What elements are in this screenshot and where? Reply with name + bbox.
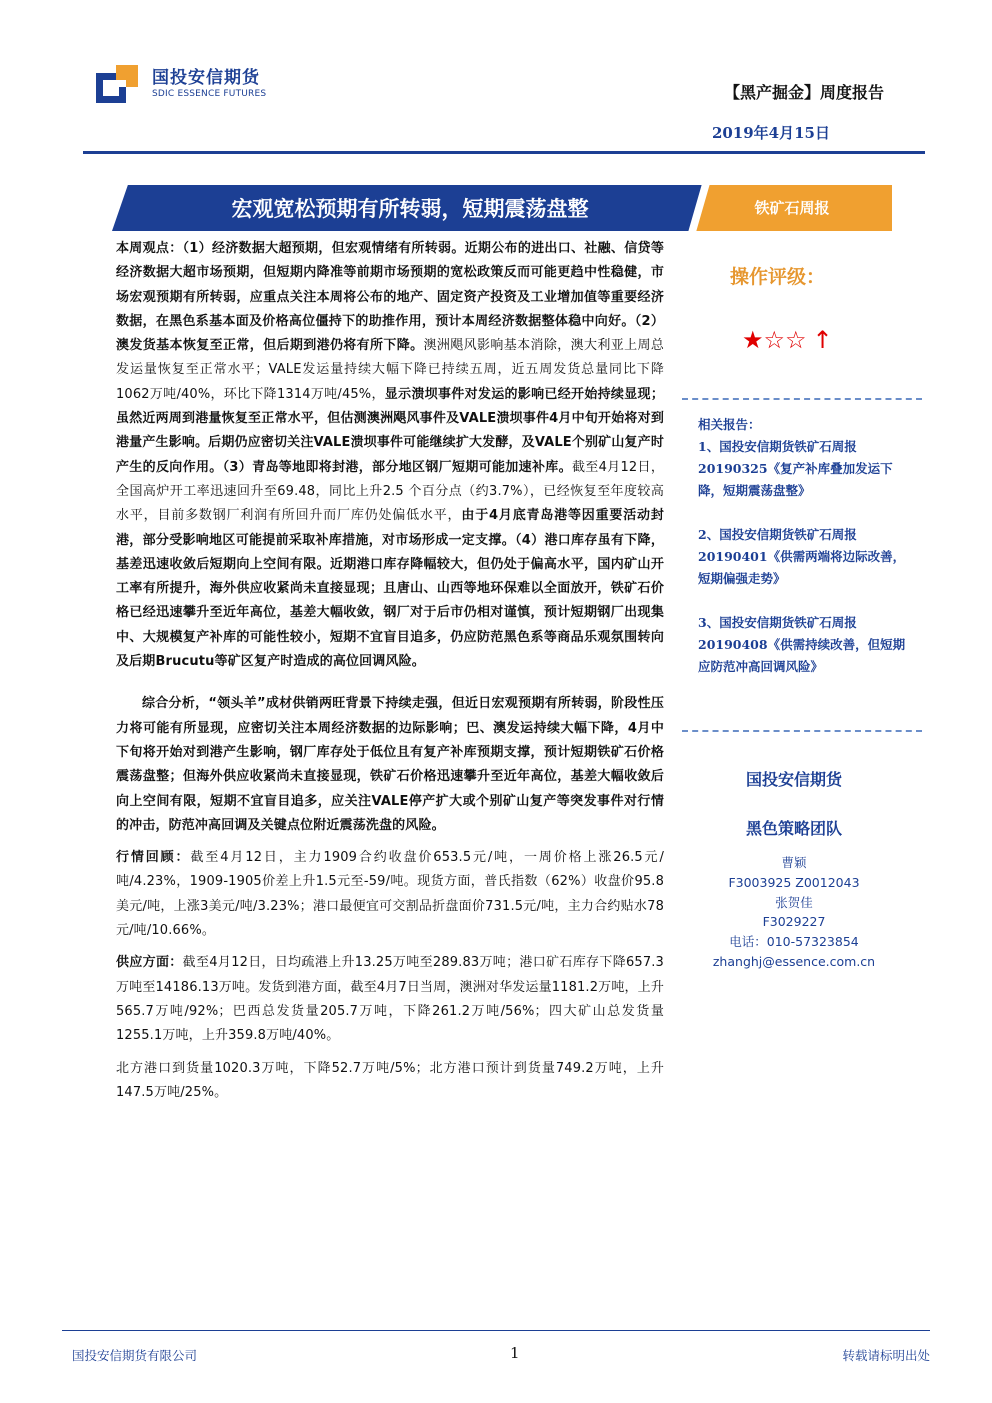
rating-label: 操作评级： <box>730 266 826 288</box>
weekly-view-text-2: 澳洲飓风影响基本消除，澳大利亚上周总发运量恢复至正常水平；VALE发运量持续大幅下降已持续五周，近五周发货总量同比下降1062万吨/40%，环比下降1314万吨/45%， <box>116 338 665 402</box>
weekly-view-text-4: 截至4月12日，全国高炉开工率迅速回升至69.48，同比上升2.5 个百分点（约3.7%），已经恢复至年度较高水平，目前多数钢厂利润有所回升而厂库仍处偏低水平， <box>116 459 665 524</box>
footer-company: 国投安信期货有限公司 <box>72 1348 198 1363</box>
analyst-license: F3029227 <box>762 914 826 930</box>
logo-english-name: SDIC ESSENCE FUTURES <box>152 89 267 99</box>
contact-email[interactable]: zhanghj@essence.com.cn <box>712 953 876 969</box>
weekly-view-lead: 本周观点： <box>116 241 183 256</box>
contact-phone: 电话：010-57323854 <box>729 934 859 950</box>
related-reports <box>698 414 914 700</box>
supply-paragraph <box>116 951 664 1048</box>
footer-divider <box>62 1330 930 1331</box>
analyst-name: 张贺佳 <box>775 894 813 910</box>
summary-paragraph <box>116 692 664 838</box>
weekly-view-text-3: 显示溃坝事件对发运的影响已经开始持续显现；虽然近两周到港量恢复至正常水平，但估测澳洲飓风事件及VALE溃坝事件4月中旬开始将对到港量产生影响。后期仍应密切关注VALE溃坝事件可能继续扩大发酵，及VALE个别矿山复产时产生的反向作用。（3）青岛等地即将封港，部分地区钢厂短期可能加速补库。 <box>116 386 664 475</box>
market-review-lead: 行情回顾： <box>116 850 191 866</box>
market-review-paragraph <box>116 846 664 943</box>
star-empty-icon: ☆ <box>785 326 807 354</box>
analyst-license: F3003925 Z0012043 <box>728 874 860 890</box>
team-name: 黑色策略团队 <box>745 819 842 838</box>
main-content <box>116 237 664 1105</box>
logo-icon <box>96 63 140 103</box>
related-report-item[interactable]: 3、国投安信期货铁矿石周报20190408《供需持续改善，但短期应防范冲高回调风险》 <box>698 615 906 674</box>
report-title: 宏观宽松预期有所转弱，短期震荡盘整 <box>231 197 589 221</box>
report-date: 2019年4月15日 <box>711 124 830 142</box>
summary-text: 综合分析，“领头羊”成材供销两旺背景下持续走强，但近日宏观预期有所转弱，阶段性压力将可能有所显现，应密切关注本周经济数据的边际影响；巴、澳发运持续大幅下降，4月中下旬将开始对到港产生影响，钢厂库存处于低位且有复产补库预期支撑，预计短期铁矿石价格震荡盘整；但海外供应收紧尚未直接显现，铁矿石价格迅速攀升至近年高位，基差大幅收敛后向上空间有限，短期不宜盲目追多，应关注VALE停产扩大或个别矿山复产等突发事件对行情的冲击，防范冲高回调及关键点位附近震荡洗盘的风险。 <box>116 696 664 833</box>
northern-ports-paragraph: 北方港口到货量1020.3万吨，下降52.7万吨/5%；北方港口预计到货量749.2万吨，上升147.5万吨/25%。 <box>116 1060 664 1100</box>
star-empty-icon: ☆ <box>763 326 786 354</box>
supply-text: 截至4月12日，日均疏港上升13.25万吨至289.83万吨；港口矿石库存下降657.3万吨至14186.13万吨。发货到港方面，截至4月7日当周，澳洲对华发运量1181.2万吨，上升565.7万吨/92%；巴西总发货量205.7万吨，下降261.2万吨/56%；四大矿山总发货量1255.1万吨，上升359.8万吨/40%。 <box>116 955 664 1044</box>
analyst-name: 曹颖 <box>781 855 807 870</box>
related-report-item[interactable]: 2、国投安信期货铁矿石周报20190401《供需两端将边际改善，短期偏强走势》 <box>698 527 906 586</box>
footer-notice: 转载请标明出处 <box>842 1348 930 1363</box>
team-block <box>686 767 902 972</box>
team-contacts <box>686 853 902 972</box>
rating-stars <box>742 326 833 354</box>
logo-company-name: 国投安信期货 <box>152 68 260 88</box>
market-review-text: 截至4月12日，主力1909合约收盘价653.5元/吨，一周价格上涨26.5元/吨/4.23%，1909-1905价差上升1.5元至-59/吨。现货方面，普氏指数（62%）收盘价95.8美元/吨，上涨3美元/吨/3.23%；港口最便宜可交割品折盘面价731.5元/吨，主力合约贴水78元/吨/10.66%。 <box>116 850 664 939</box>
weekly-view-text-5: 由于4月底青岛港等因重要活动封港，部分受影响地区可能提前采取补库措施，对市场形成一定支撑。（4）港口库存虽有下降，基差迅速收敛后短期向上空间有限。近期港口库存降幅较大，但仍处于偏高水平，国内矿山开工率有所提升，海外供应收紧尚未直接显现；且唐山、山西等地环保难以全面放开，铁矿石价格已经迅速攀升至近年高位，基差大幅收敛，钢厂对于后市仍相对谨慎，预计短期钢厂出现集中、大规模复产补库的可能性较小，短期不宜盲目追多，仍应防范黑色系等商品乐观氛围转向及后期Brucutu等矿区复产时造成的高位回调风险。 <box>116 508 664 670</box>
sidebar-divider <box>682 730 922 732</box>
page-number: 1 <box>510 1344 520 1362</box>
star-filled-icon: ★ <box>742 326 764 354</box>
sidebar-divider <box>682 398 922 400</box>
header-divider <box>83 151 925 154</box>
report-category-tag: 铁矿石周报 <box>754 199 830 217</box>
arrow-up-icon: ↑ <box>812 326 833 354</box>
weekly-view-paragraph <box>116 237 664 674</box>
related-heading: 相关报告： <box>698 417 761 432</box>
weekly-view-text-1: （1）经济数据大超预期，但宏观情绪有所转弱。近期公布的进出口、社融、信贷等经济数据大超市场预期，但短期内降准等前期市场预期的宽松政策反而可能更趋中性稳健，市场宏观预期有所转弱，应重点关注本周将公布的地产、固定资产投资及工业增加值等重要经济数据，在黑色系基本面及价格高位僵持下的助推作用，预计本周经济数据整体稳中向好。（2）澳发货基本恢复至正常，但后期到港仍将有所下降。 <box>116 241 664 354</box>
report-type-label: 【黑产掘金】周度报告 <box>723 83 884 102</box>
supply-lead: 供应方面： <box>116 955 183 971</box>
team-company: 国投安信期货 <box>745 770 842 789</box>
related-report-item[interactable]: 1、国投安信期货铁矿石周报20190325《复产补库叠加发运下降，短期震荡盘整》 <box>698 439 893 498</box>
